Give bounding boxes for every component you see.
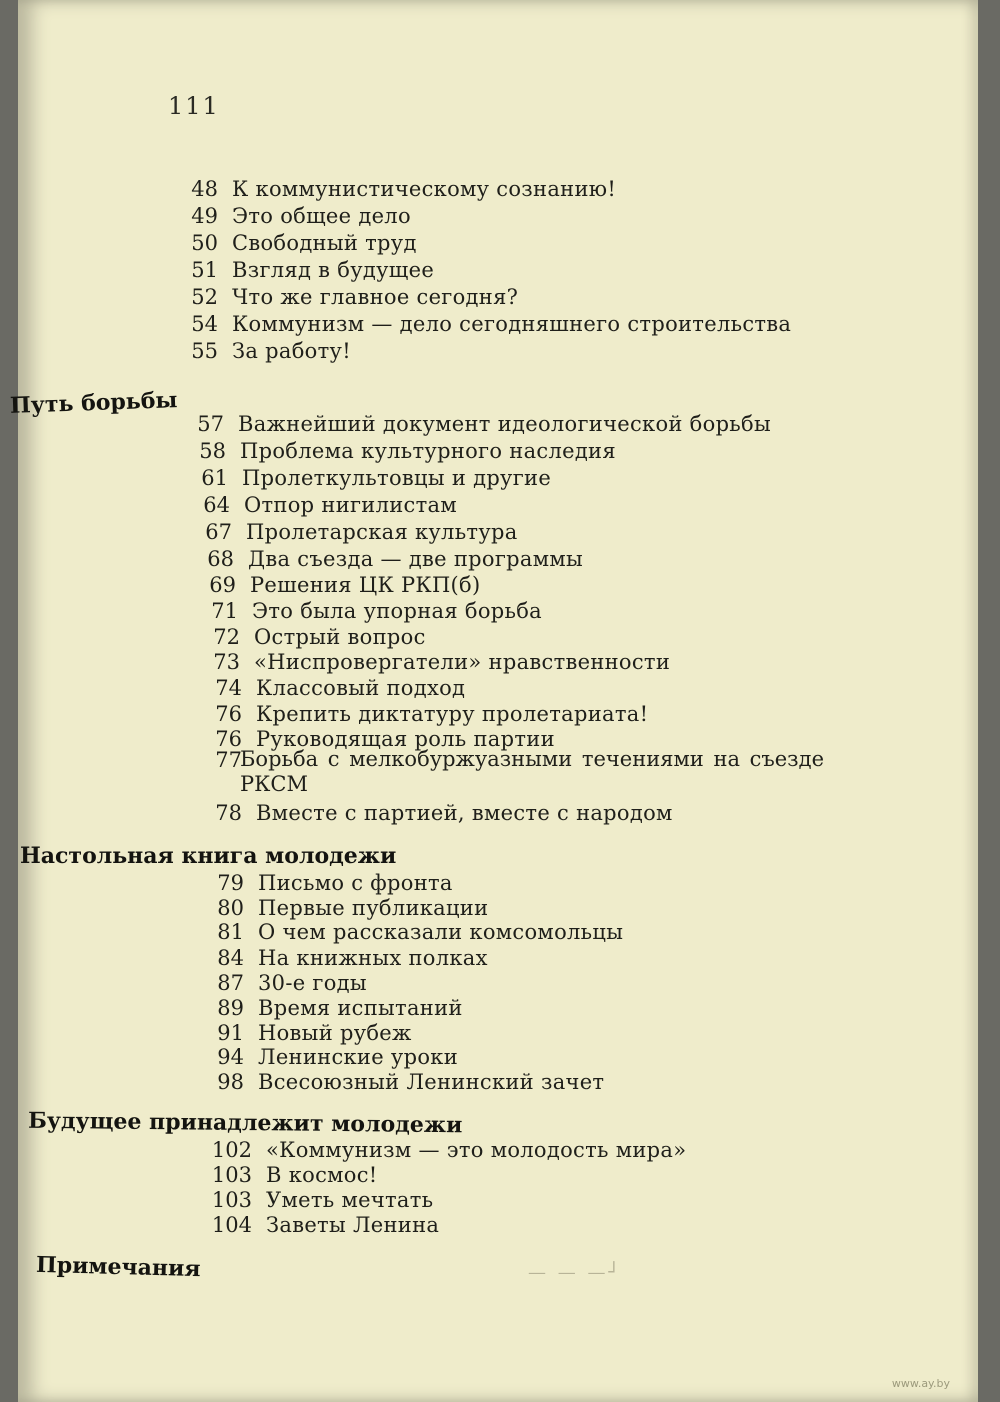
entry-page: 73	[213, 650, 240, 674]
entry-title: «Ниспровергатели» нравственности	[254, 650, 671, 674]
entry-title: Коммунизм — дело сегодняшнего строительства	[232, 312, 792, 336]
entry-page: 80	[217, 896, 244, 920]
entry-title: Время испытаний	[258, 996, 463, 1020]
section-heading: Настольная книга молодежи	[20, 843, 397, 869]
entry-page: 50	[191, 231, 218, 255]
entry-title: За работу!	[232, 339, 351, 363]
entry-page: 77	[215, 748, 242, 772]
entry-title: Руководящая роль партии	[256, 727, 555, 751]
entry-title: Отпор нигилистам	[244, 493, 457, 517]
entry-title: Пролетарская культура	[246, 520, 518, 544]
toc-entry	[188, 674, 465, 702]
entry-title: Решения ЦК РКП(б)	[250, 573, 481, 597]
entry-page: 103	[211, 1188, 252, 1212]
entry-page: 98	[217, 1070, 244, 1094]
entry-page: 89	[217, 996, 244, 1020]
entry-title: Проблема культурного наследия	[240, 439, 616, 463]
entry-page: 57	[197, 412, 224, 436]
toc-entry	[178, 518, 518, 546]
entry-page: 76	[215, 727, 242, 751]
entry-title: О чем рассказали комсомольцы	[258, 920, 624, 944]
entry-title: Письмо с фронта	[258, 871, 453, 895]
entry-title-wrapped: Борьба с мелкобуржуазными течениями на съезде РКСМ	[240, 747, 824, 796]
entry-title: В космос!	[266, 1163, 378, 1187]
toc-entry	[186, 1211, 439, 1239]
toc-entry	[166, 337, 351, 365]
toc-entry	[190, 918, 623, 946]
entry-title: Всесоюзный Ленинский зачет	[258, 1070, 605, 1094]
toc-entry	[182, 571, 481, 599]
entry-title: Новый рубеж	[258, 1021, 412, 1045]
entry-title: Уметь мечтать	[266, 1188, 434, 1212]
entry-title: «Коммунизм — это молодость мира»	[266, 1138, 687, 1162]
toc-entry	[166, 256, 434, 284]
entry-title: К коммунистическому сознанию!	[232, 177, 617, 201]
entry-page: 78	[215, 801, 242, 825]
entry-title: Пролеткультовцы и другие	[242, 466, 552, 490]
section-heading: Примечания	[35, 1251, 201, 1283]
toc-entry	[180, 545, 583, 573]
toc-entry	[186, 1186, 433, 1214]
section-heading: Путь борьбы	[9, 387, 178, 419]
toc-entry	[166, 202, 411, 230]
toc-entry	[166, 310, 791, 338]
entry-title: Важнейший документ идеологической борьбы	[238, 412, 772, 436]
entry-title: Это общее дело	[232, 204, 411, 228]
entry-title: Заветы Ленина	[266, 1213, 440, 1237]
entry-page: 74	[215, 676, 242, 700]
entry-title: Свободный труд	[232, 231, 417, 255]
toc-entry	[190, 969, 367, 997]
entry-page: 94	[217, 1045, 244, 1069]
entry-page: 104	[211, 1213, 252, 1237]
entry-title: Острый вопрос	[254, 625, 426, 649]
entry-title: Это была упорная борьба	[252, 599, 542, 623]
toc-entry	[174, 464, 551, 492]
toc-entry	[166, 229, 417, 257]
entry-page: 72	[213, 625, 240, 649]
section-heading: Будущее принадлежит молодежи	[27, 1107, 463, 1139]
entry-page: 52	[191, 285, 218, 309]
entry-page: 61	[201, 466, 228, 490]
entry-title: 30-е годы	[258, 971, 367, 995]
entry-page: 67	[205, 520, 232, 544]
entry-page: 76	[215, 702, 242, 726]
toc-entry	[186, 623, 426, 651]
entry-page: 58	[199, 439, 226, 463]
entry-page: 103	[211, 1163, 252, 1187]
toc-entry	[190, 1068, 604, 1096]
toc-entry	[190, 869, 453, 897]
entry-page: 49	[191, 204, 218, 228]
entry-page: 55	[191, 339, 218, 363]
entry-page: 91	[217, 1021, 244, 1045]
entry-title: Крепить диктатуру пролетариата!	[256, 702, 649, 726]
entry-page: 48	[191, 177, 218, 201]
entry-page: 102	[211, 1138, 252, 1162]
toc-entry	[188, 700, 648, 728]
watermark: www.ay.by	[891, 1377, 950, 1390]
entry-page: 54	[191, 312, 218, 336]
entry-page: 81	[217, 920, 244, 944]
entry-title: Вместе с партией, вместе с народом	[256, 801, 673, 825]
toc-entry	[190, 1043, 458, 1071]
entry-title: Два съезда — две программы	[248, 547, 583, 571]
faint-mark: — — —┘	[528, 1262, 623, 1283]
entry-title: Первые публикации	[258, 896, 489, 920]
entry-page: 51	[191, 258, 218, 282]
toc-entry	[170, 410, 771, 438]
toc-entry	[188, 799, 673, 827]
toc-entry	[186, 1161, 378, 1189]
entry-page: 79	[217, 871, 244, 895]
book-page	[9, 0, 978, 1402]
entry-page: 71	[211, 599, 238, 623]
entry-title: Взгляд в будущее	[232, 258, 435, 282]
entry-page: 64	[203, 493, 230, 517]
toc-entry	[176, 491, 457, 519]
entry-title: Что же главное сегодня?	[232, 285, 519, 309]
entry-title: На книжных полках	[258, 946, 488, 970]
toc-entry	[172, 437, 616, 465]
entry-page: 84	[217, 946, 244, 970]
toc-entry	[166, 283, 518, 311]
toc-entry	[186, 648, 670, 676]
toc-entry	[186, 1136, 686, 1164]
entry-title: Классовый подход	[256, 676, 466, 700]
toc-entry	[190, 944, 488, 972]
entry-page: 68	[207, 547, 234, 571]
entry-page: 69	[209, 573, 236, 597]
entry-title: Ленинские уроки	[258, 1045, 458, 1069]
page-number: 111	[168, 92, 220, 120]
toc-entry	[166, 175, 616, 203]
toc-entry	[190, 994, 463, 1022]
entry-page: 87	[217, 971, 244, 995]
toc-entry	[184, 597, 542, 625]
